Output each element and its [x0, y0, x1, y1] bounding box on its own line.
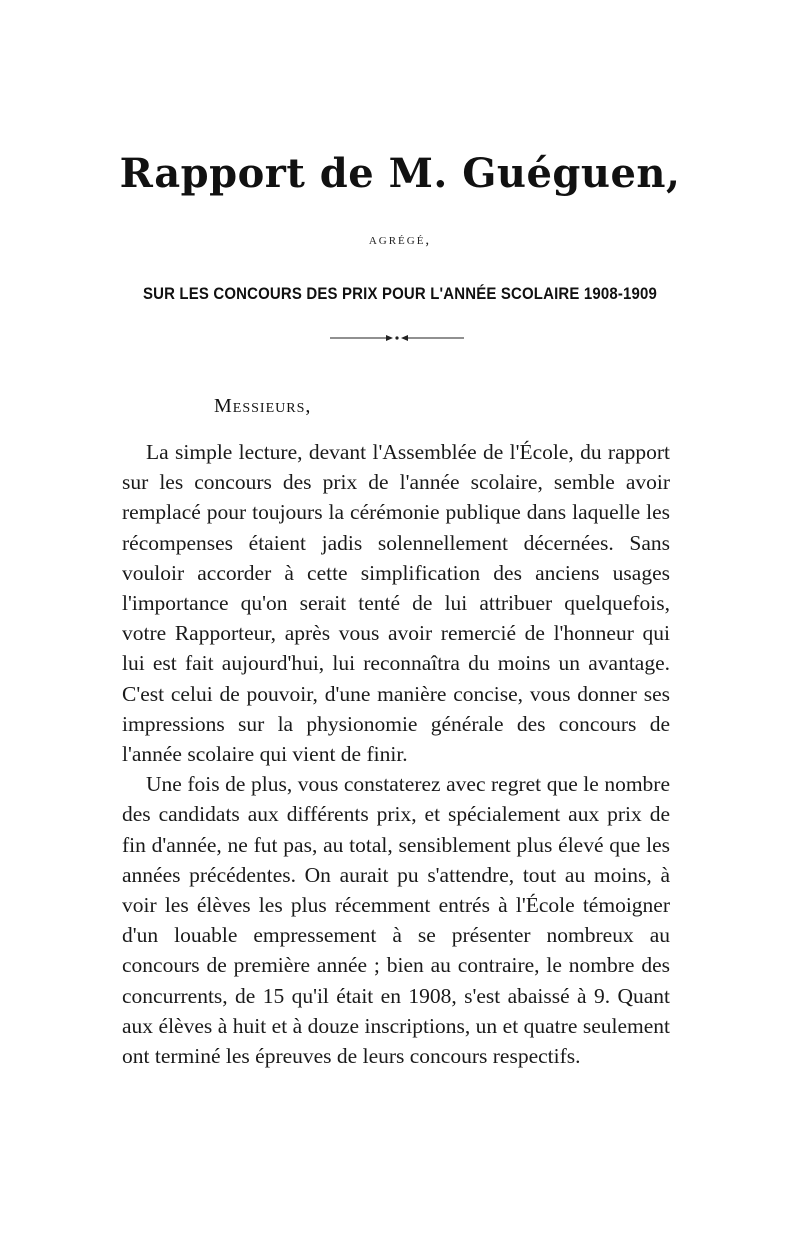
paragraph: La simple lecture, devant l'Assemblée de l'École, du rapport sur les concours des prix de l'année scolaire, semble avoir remplacé pour toujours la cérémonie publique dans laquelle les récompenses étaient jadis solennellement décernées. Sans vouloir accorder à cette simplification des anciens usages l'importance qu'on serait tenté de lui attribuer quelquefois, votre Rapporteur, après vous avoir remercié de l'honneur qui lui est fait aujourd'hui, lui reconnaîtra du moins un avantage. C'est celui de pouvoir, d'une manière concise, vous donner ses impressions sur la physionomie générale des concours de l'année scolaire qui vient de finir.: [122, 440, 670, 767]
body-text: [122, 437, 670, 1071]
ornament-divider: [330, 333, 464, 343]
author-role: agrégé,: [368, 232, 432, 248]
page-title: Rapport de M. Guéguen,: [119, 150, 681, 197]
salutation: Messieurs,: [214, 395, 312, 417]
paragraph: Une fois de plus, vous constaterez avec regret que le nombre des candidats aux différents prix, et spécialement aux prix de fin d'année, ne fut pas, au total, sensiblement plus élevé que les années précédentes. On aurait pu s'attendre, tout au moins, à voir les élèves les plus récemment entrés à l'École témoigner d'un louable empressement à se présenter nombreux au concours de première année ; bien au contraire, le nombre des concurrents, de 15 qu'il était en 1908, s'est abaissé à 9. Quant aux élèves à huit et à douze inscriptions, un et quatre seulement ont terminé les épreuves de leurs concours respectifs.: [122, 772, 670, 1069]
report-subtitle: SUR LES CONCOURS DES PRIX POUR L'ANNÉE SCOLAIRE 1908-1909: [142, 284, 658, 303]
